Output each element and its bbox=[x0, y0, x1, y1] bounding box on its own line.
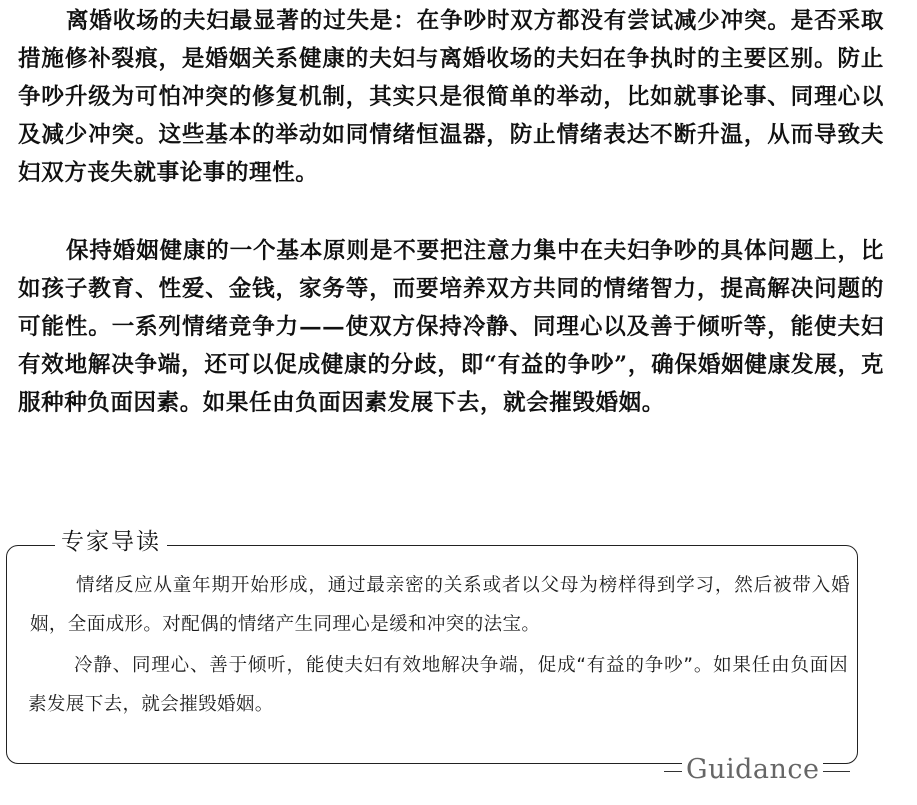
body-paragraph-1: 离婚收场的夫妇最显著的过失是：在争吵时双方都没有尝试减少冲突。是否采取措施修补裂痕，是婚姻关系健康的夫妇与离婚收场的夫妇在争执时的主要区别。防止争吵升级为可怕冲突的修复机制，其实只是很简单的举动，比如就事论事、同理心以及减少冲突。这些基本的举动如同情绪恒温器，防止情绪表达不断升温，从而导致夫妇双方丧失就事论事的理性。 bbox=[18, 8, 884, 186]
expert-reading-paragraph-2: 冷静、同理心、善于倾听，能使夫妇有效地解决争端，促成“有益的争吵”。如果任由负面因素发展下去，就会摧毁婚姻。 bbox=[28, 655, 848, 715]
expert-reading-title: 专家导读 bbox=[55, 524, 167, 560]
guidance-label: Guidance bbox=[682, 752, 823, 788]
body-paragraph-2: 保持婚姻健康的一个基本原则是不要把注意力集中在夫妇争吵的具体问题上，比如孩子教育、性爱、金钱，家务等，而要培养双方共同的情绪智力，提高解决问题的可能性。一系列情绪竞争力——使双方保持冷静、同理心以及善于倾听等，能使夫妇有效地解决争端，还可以促成健康的分歧，即“有益的争吵”，确保婚姻健康发展，克服种种负面因素。如果任由负面因素发展下去，就会摧毁婚姻。 bbox=[18, 238, 884, 416]
expert-reading-paragraph-1: 情绪反应从童年期开始形成，通过最亲密的关系或者以父母为榜样得到学习，然后被带入婚姻，全面成形。对配偶的情绪产生同理心是缓和冲突的法宝。 bbox=[30, 575, 850, 635]
